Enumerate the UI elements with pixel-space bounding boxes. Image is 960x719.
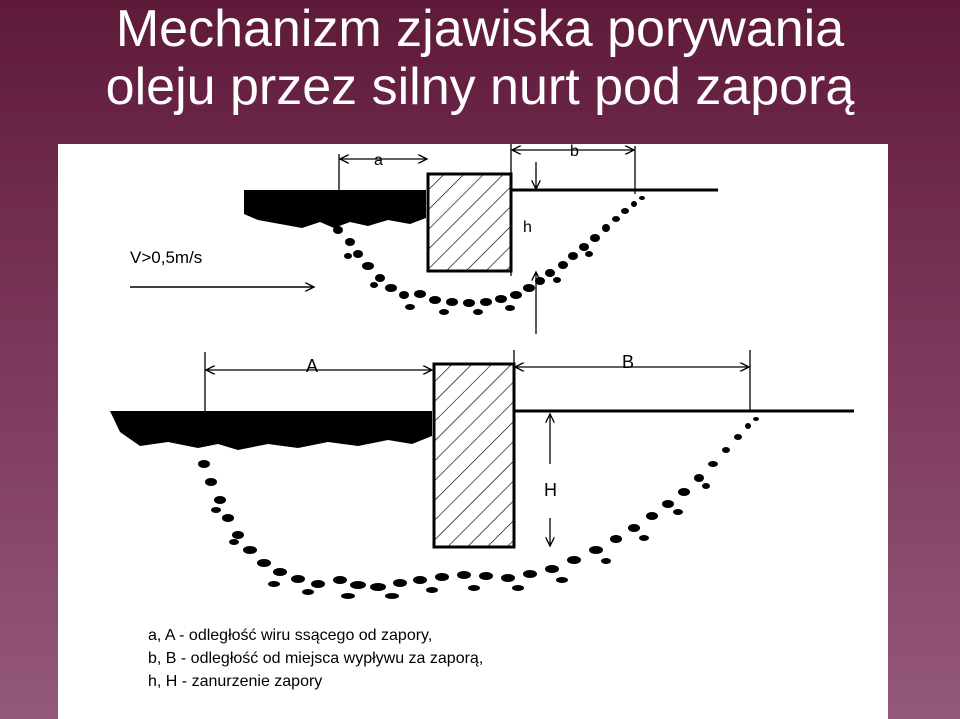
title-line-2: oleju przez silny nurt pod zaporą [105, 58, 855, 116]
label-h: h [523, 219, 532, 236]
boom-bottom [434, 364, 514, 547]
label-B: B [622, 352, 635, 372]
boom-top [428, 174, 511, 271]
label-velocity: V>0,5m/s [130, 248, 203, 267]
label-A: A [306, 356, 319, 376]
top-boom-diagram [130, 144, 718, 334]
label-H: H [544, 480, 557, 500]
diagram-panel [58, 144, 888, 719]
legend-line-3: h, H - zanurzenie zapory [148, 673, 323, 690]
oil-slick-bottom [110, 411, 432, 450]
bottom-boom-diagram [110, 350, 854, 599]
label-a: a [374, 152, 383, 169]
slide-title [0, 0, 960, 116]
legend-line-1: a, A - odległość wiru ssącego od zapory, [148, 627, 433, 644]
oil-slick-top [244, 190, 426, 228]
legend [148, 624, 483, 693]
legend-line-2: b, B - odległość od miejsca wypływu za zaporą, [148, 650, 484, 667]
label-b: b [570, 144, 579, 160]
title-line-1: Mechanizm zjawiska porywania [115, 0, 845, 58]
